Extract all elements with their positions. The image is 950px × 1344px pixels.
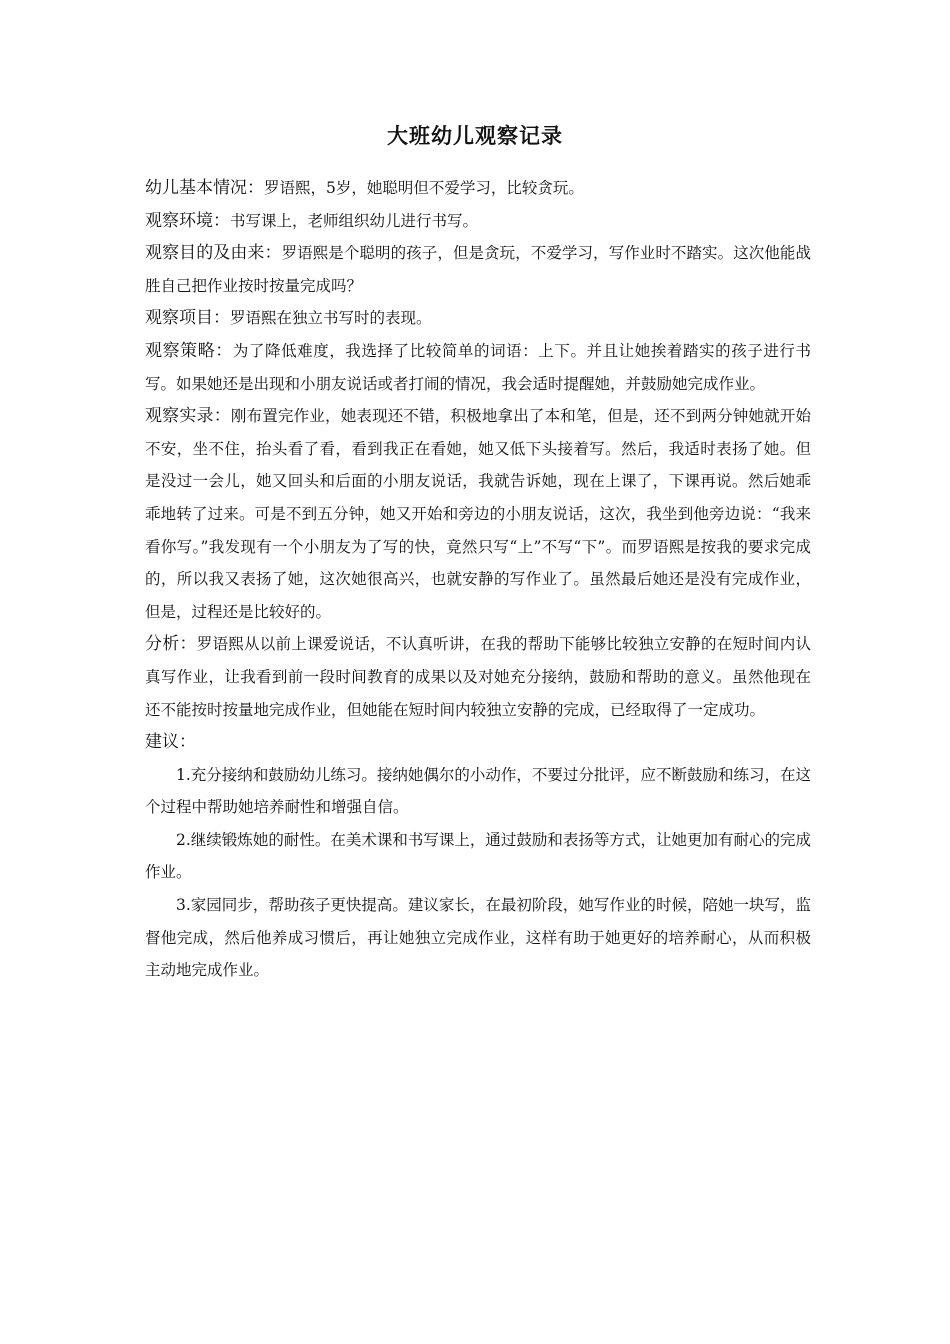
section-label: 幼儿基本情况： [145, 178, 264, 198]
section-analysis [145, 628, 811, 726]
document-title: 大班幼儿观察记录 [387, 124, 563, 148]
section-strategy [145, 335, 811, 400]
section-environment [145, 205, 811, 238]
section-text: 罗语熙是个聪明的孩子，但是贪玩，不爱学习，写作业时不踏实。这次他能战胜自己把作业按时按量完成吗？ [145, 244, 811, 295]
section-label: 分析： [145, 634, 197, 655]
suggestion-item-2: 2.继续锻炼她的耐性。在美术课和书写课上，通过鼓励和表扬等方式，让她更加有耐心的完成作业。 [145, 830, 811, 882]
section-record [145, 400, 811, 628]
section-label: 观察实录： [145, 406, 231, 427]
section-text: 书写课上，老师组织幼儿进行书写。 [230, 211, 479, 230]
section-basic-info [145, 172, 811, 205]
section-text: 罗语熙，5岁，她聪明但不爱学习，比较贪玩。 [264, 179, 584, 197]
suggestion-heading: 建议： [145, 732, 196, 753]
section-text: 为了降低难度，我选择了比较简单的词语：上下。并且让她挨着踏实的孩子进行书写。如果她还是出现和小朋友说话或者打闹的情况，我会适时提醒她，并鼓励她完成作业。 [145, 341, 811, 393]
suggestion-item-3: 3.家园同步，帮助孩子更快提高。建议家长，在最初阶段，她写作业的时候，陪她一块写，监督他完成，然后他养成习惯后，再让她独立完成作业，这样有助于她更好的培养耐心，从而积极主动地完成作业。 [145, 896, 811, 980]
document-body [145, 172, 811, 987]
section-text: 刚布置完作业，她表现还不错，积极地拿出了本和笔，但是，还不到两分钟她就开始不安，坐不住，抬头看了看，看到我正在看她，她又低下头接着写。然后，我适时表扬了她。但是没过一会儿，她又回头和后面的小朋友说话，我就告诉她，现在上课了，下课再说。然后她乖乖地转了过来。可是不到五分钟，她又开始和旁边的小朋友说话，这次，我坐到他旁边说：“我来看你写。”我发现有一个小朋友为了写的快，竟然只写“上”不写“下”。而罗语熙是按我的要求完成的，所以我又表扬了她，这次她很高兴，也就安静的写作业了。虽然最后她还是没有完成作业，但是，过程还是比较好的。 [145, 407, 811, 621]
section-label: 观察项目： [145, 308, 230, 329]
section-purpose [145, 237, 811, 302]
section-text: 罗语熙从以前上课爱说话，不认真听讲，在我的帮助下能够比较独立安静的在短时间内认真写作业，让我看到前一段时间教育的成果以及对她充分接纳，鼓励和帮助的意义。虽然他现在还不能按时按量地完成作业，但她能在短时间内较独立安静的完成，已经取得了一定成功。 [145, 635, 812, 719]
suggestion-item-1: 1.充分接纳和鼓励幼儿练习。接纳她偶尔的小动作，不要过分批评，应不断鼓励和练习，在这个过程中帮助她培养耐性和增强自信。 [145, 765, 811, 817]
section-label: 观察环境： [145, 210, 230, 231]
section-label: 观察策略： [145, 340, 233, 361]
section-label: 观察目的及由来： [145, 243, 282, 264]
section-text: 罗语熙在独立书写时的表现。 [230, 309, 432, 328]
section-item [145, 302, 811, 335]
